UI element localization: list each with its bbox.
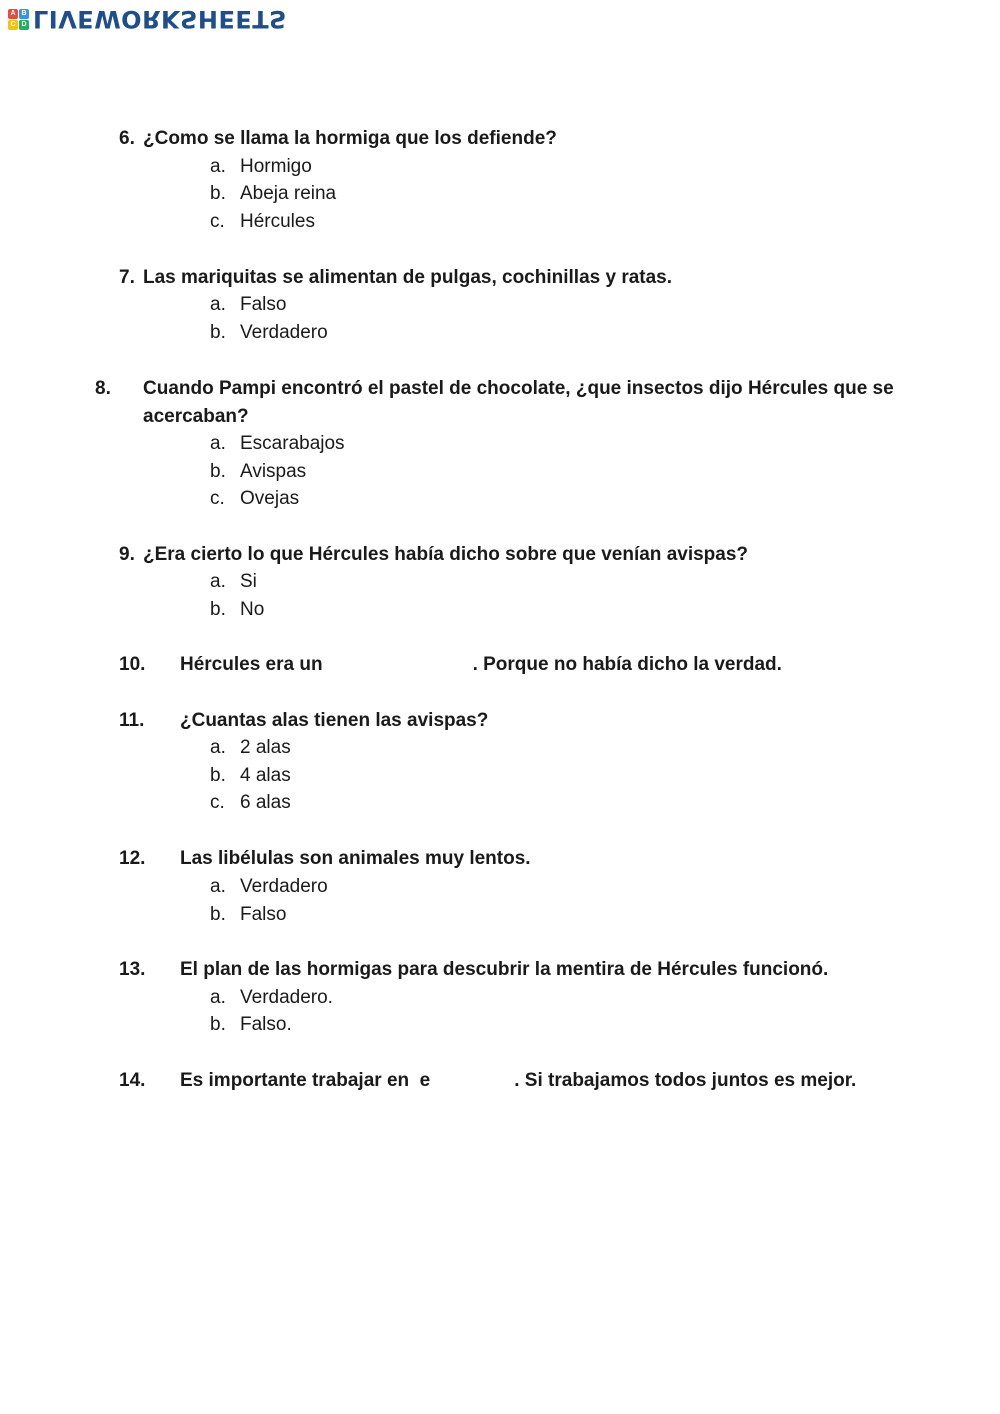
question-12 — [119, 845, 531, 873]
question-number: 11. — [119, 710, 145, 731]
option-6a[interactable]: a. Hormigo — [210, 156, 312, 177]
question-number: 8. — [95, 378, 111, 399]
option-8c[interactable]: c. Ovejas — [210, 488, 300, 509]
question-text: Cuando Pampi encontró el pastel de chocolate, ¿que insectos dijo Hércules que se acercaban? — [143, 378, 894, 427]
logo-text: LIVEWORKSHEETS — [33, 5, 287, 33]
option-7b[interactable]: b. Verdadero — [210, 322, 328, 343]
option-13a[interactable]: a. Verdadero. — [210, 987, 333, 1008]
option-12b[interactable]: b. Falso — [210, 904, 287, 925]
option-13b[interactable]: b. Falso. — [210, 1014, 292, 1035]
question-number: 12. — [119, 848, 146, 869]
question-6 — [119, 125, 557, 153]
option-11a[interactable]: a. 2 alas — [210, 737, 291, 758]
question-number: 7. — [119, 267, 135, 288]
option-11c[interactable]: c. 6 alas — [210, 792, 291, 813]
option-8b[interactable]: b. Avispas — [210, 461, 307, 482]
question-number: 14. — [119, 1070, 146, 1091]
option-12a[interactable]: a. Verdadero — [210, 876, 328, 897]
question-7 — [119, 264, 672, 292]
question-number: 13. — [119, 959, 146, 980]
question-14 — [119, 1067, 856, 1095]
question-text: Las libélulas son animales muy lentos. — [180, 848, 531, 869]
liveworksheets-logo — [8, 4, 287, 34]
option-8a[interactable]: a. Escarabajos — [210, 433, 345, 454]
option-6b[interactable]: b. Abeja reina — [210, 183, 337, 204]
question-13 — [119, 956, 828, 984]
question-text: ¿Como se llama la hormiga que los defiende? — [143, 128, 557, 149]
question-text-before: Hércules era un — [180, 654, 323, 675]
question-text: Las mariquitas se alimentan de pulgas, cochinillas y ratas. — [143, 267, 673, 288]
option-7a[interactable]: a. Falso — [210, 294, 287, 315]
question-text-before: Es importante trabajar en e — [180, 1070, 431, 1091]
question-number: 9. — [119, 544, 135, 565]
option-11b[interactable]: b. 4 alas — [210, 765, 291, 786]
question-text-after: . Porque no había dicho la verdad. — [472, 654, 782, 675]
question-10 — [119, 651, 782, 679]
question-11 — [119, 707, 488, 735]
option-6c[interactable]: c. Hércules — [210, 211, 315, 232]
question-9 — [119, 541, 748, 569]
question-text: El plan de las hormigas para descubrir la mentira de Hércules funcionó. — [180, 959, 829, 980]
question-text: ¿Cuantas alas tienen las avispas? — [180, 710, 489, 731]
question-8 — [95, 375, 943, 430]
question-number: 6. — [119, 128, 135, 149]
logo-cubes-icon: A B C D — [8, 9, 29, 30]
question-number: 10. — [119, 654, 146, 675]
question-text: ¿Era cierto lo que Hércules había dicho sobre que venían avispas? — [143, 544, 749, 565]
option-9b[interactable]: b. No — [210, 599, 265, 620]
question-text-after: . Si trabajamos todos juntos es mejor. — [514, 1070, 857, 1091]
option-9a[interactable]: a. Si — [210, 571, 257, 592]
